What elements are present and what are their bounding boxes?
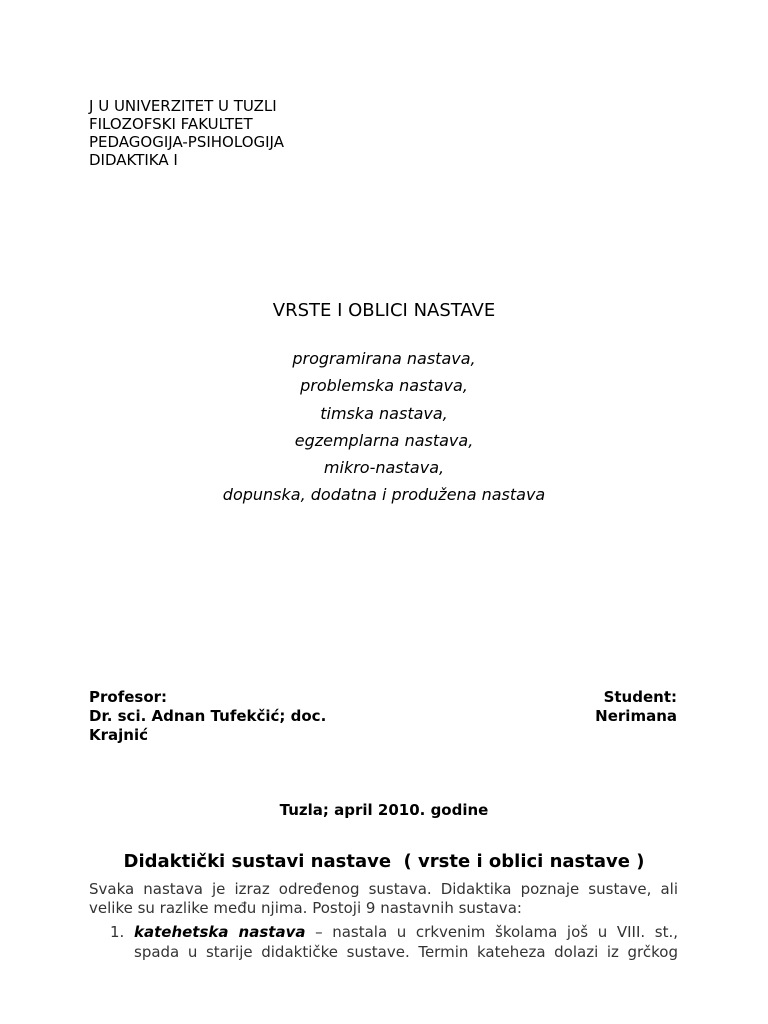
list-item-term: katehetska nastava (134, 923, 306, 941)
list-item-line (134, 922, 678, 942)
institution-line-faculty: FILOZOFSKI FAKULTET (89, 115, 253, 133)
list-item-body (134, 922, 678, 962)
document-title: VRSTE I OBLICI NASTAVE (272, 300, 496, 321)
topic-item: programirana nastava, (292, 349, 476, 368)
paragraph-line: velike su razlike među njima. Postoji 9 nastavnih sustava: (89, 899, 522, 917)
institution-line-university: J U UNIVERZITET U TUZLI (89, 97, 277, 115)
list-item-text: – nastala u crkvenim školama još u VIII. st., (305, 923, 678, 941)
section-heading: Didaktički sustavi nastave ( vrste i oblici nastave ) (123, 851, 645, 872)
student-label: Student: (603, 688, 677, 706)
institution-line-course: DIDAKTIKA I (89, 151, 178, 169)
professor-name: Dr. sci. Adnan Tufekčić; doc. (89, 707, 327, 725)
place-date: Tuzla; april 2010. godine (279, 801, 489, 819)
intro-paragraph (89, 880, 678, 918)
topic-item: dopunska, dodatna i produžena nastava (222, 485, 546, 505)
topics-list (0, 345, 768, 509)
paragraph-line: Svaka nastava je izraz određenog sustava. Didaktika poznaje sustave, ali (89, 880, 678, 898)
topic-item: timska nastava, (320, 403, 448, 423)
topic-item: egzemplarna nastava, (294, 430, 474, 450)
professor-label: Profesor: (89, 688, 168, 706)
professor-block (89, 688, 326, 745)
institution-line-department: PEDAGOGIJA-PSIHOLOGIJA (89, 133, 284, 151)
topic-item: problemska nastava, (300, 376, 468, 396)
institution-header (89, 97, 284, 169)
student-name: Nerimana (595, 707, 677, 725)
professor-name-continued: Krajnić (89, 726, 148, 744)
student-block (595, 688, 677, 726)
list-item-line: spada u starije didaktičke sustave. Termin kateheza dolazi iz grčkog (134, 943, 678, 961)
topic-item: mikro-nastava, (323, 458, 445, 478)
list-item-number: 1. (110, 923, 125, 941)
